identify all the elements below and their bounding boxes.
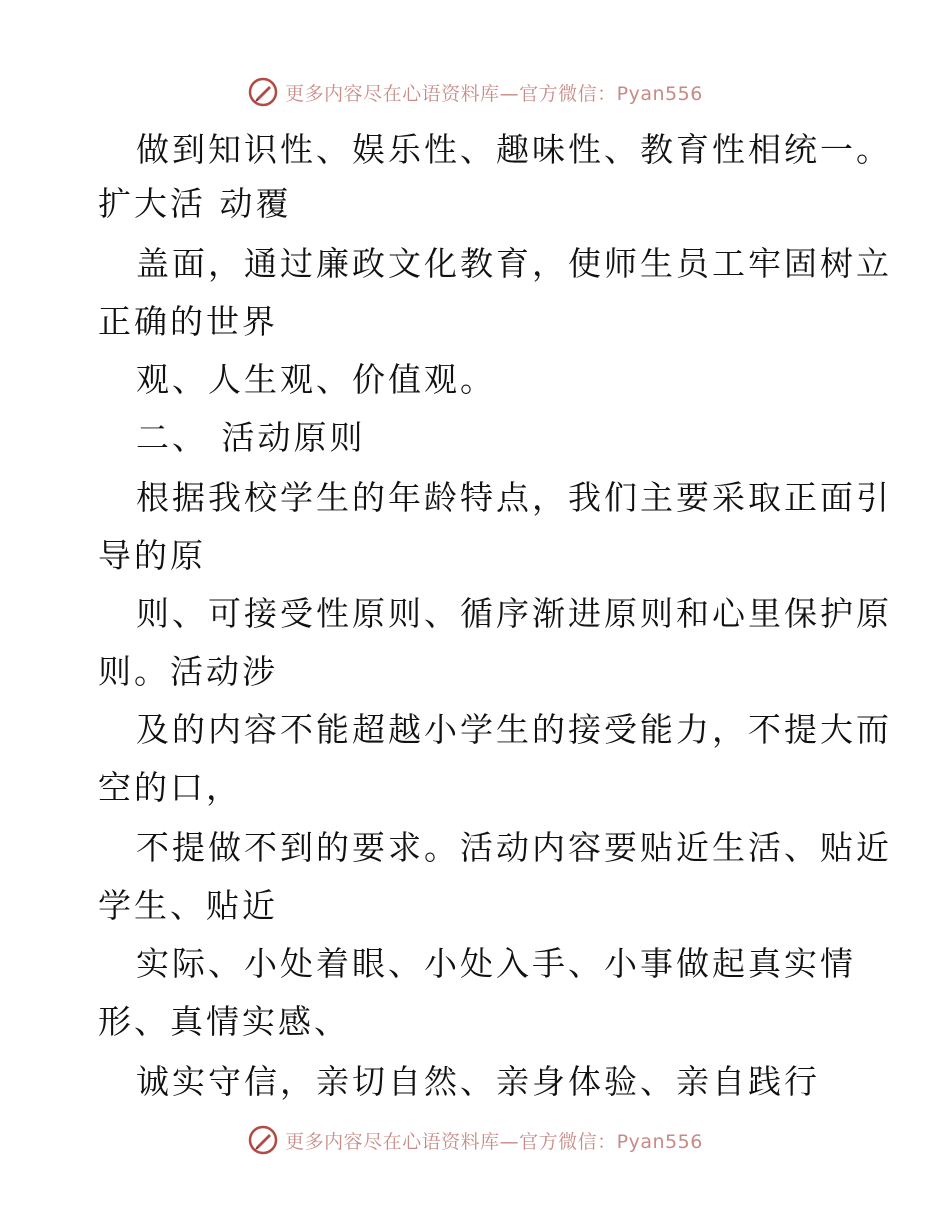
text-line: 扩大活 动覆	[98, 184, 292, 223]
text-line: 则。活动涉	[98, 652, 278, 691]
text-line: 实际、小处着眼、小处入手、小事做起真实情	[136, 944, 856, 983]
text-line: 做到知识性、娱乐性、趣味性、教育性相统一。	[136, 130, 892, 169]
header-watermark-text: 更多内容尽在心语资料库—官方微信：Pyan556	[285, 82, 703, 105]
pen-logo-icon	[247, 76, 279, 108]
text-line: 盖面，通过廉政文化教育，使师生员工牢固树立	[136, 244, 892, 283]
section-heading: 二、 活动原则	[136, 418, 366, 457]
text-line: 导的原	[98, 536, 206, 575]
text-line: 形、真情实感、	[98, 1002, 350, 1041]
text-line: 观、人生观、价值观。	[136, 360, 496, 399]
footer-watermark-text: 更多内容尽在心语资料库—官方微信：Pyan556	[285, 1130, 703, 1153]
text-line: 不提做不到的要求。活动内容要贴近生活、贴近	[136, 828, 892, 867]
text-line: 及的内容不能超越小学生的接受能力，不提大而	[136, 710, 892, 749]
text-line: 正确的世界	[98, 302, 278, 341]
text-line: 空的口，	[98, 768, 242, 807]
text-line: 学生、贴近	[98, 886, 278, 925]
text-line: 诚实守信，亲切自然、亲身体验、亲自践行	[136, 1062, 820, 1101]
text-line: 则、可接受性原则、循序渐进原则和心里保护原	[136, 594, 892, 633]
text-line: 根据我校学生的年龄特点，我们主要采取正面引	[136, 478, 892, 517]
header-watermark-banner	[0, 72, 950, 112]
pen-logo-icon	[247, 1124, 279, 1156]
footer-watermark-banner	[0, 1120, 950, 1160]
